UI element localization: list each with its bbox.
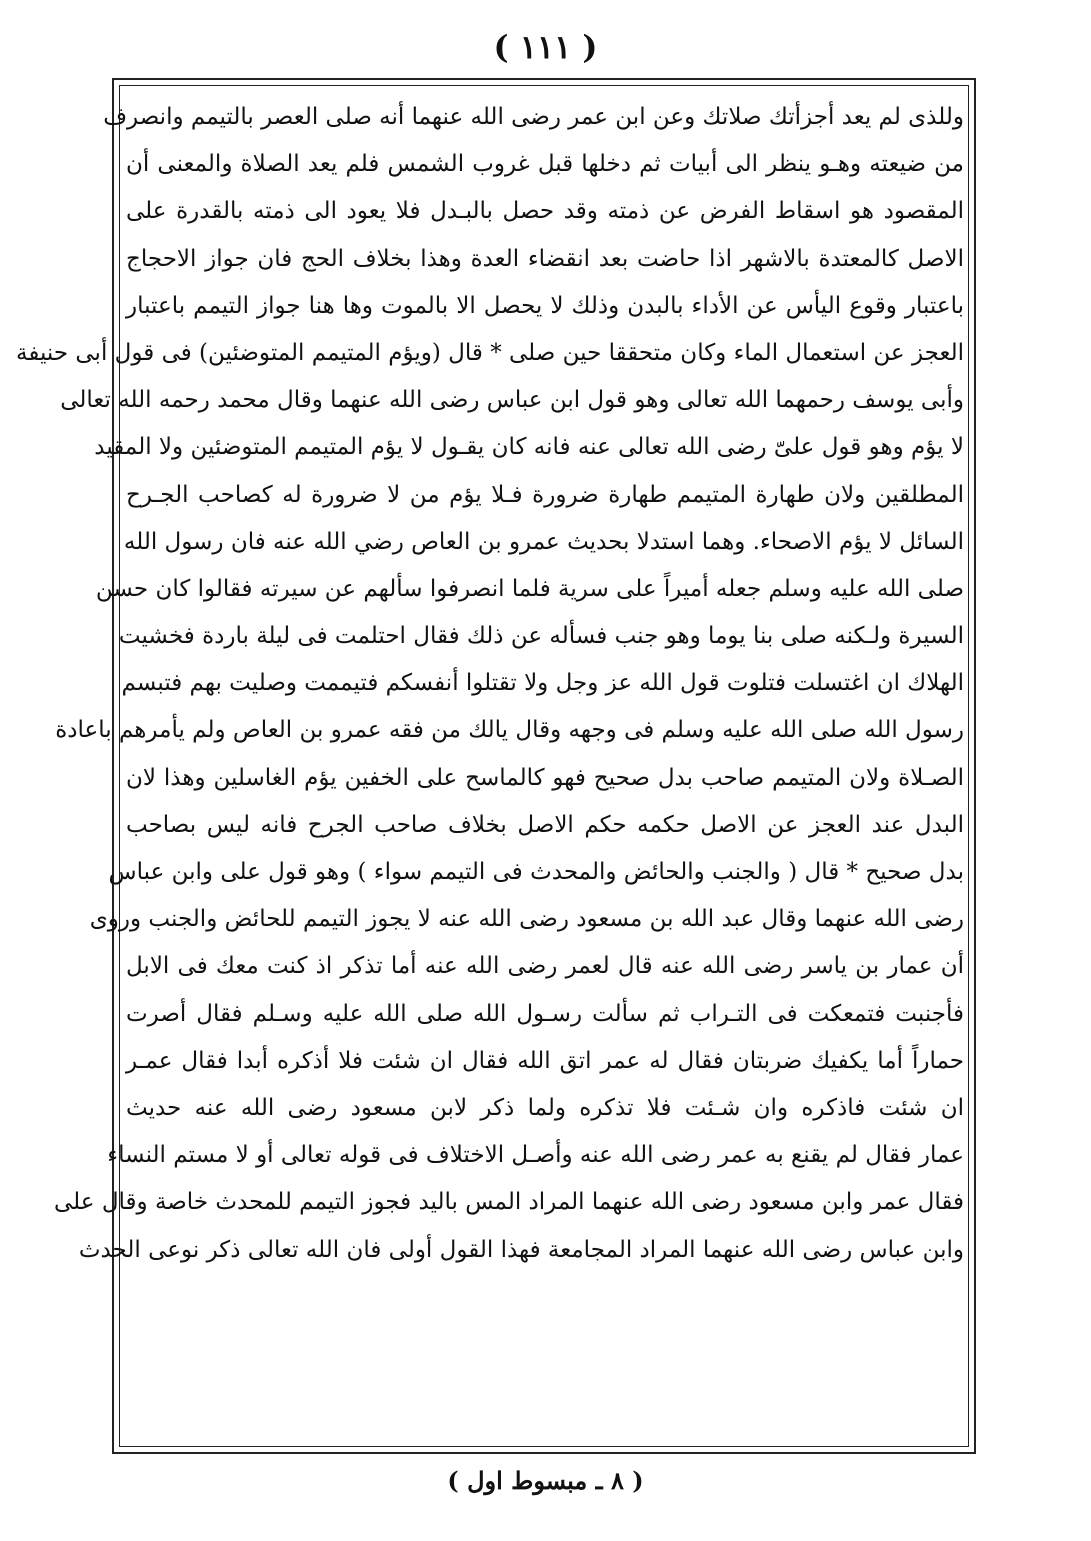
footer-signature: ( ٨ ـ مبسوط اول ) (447, 1466, 644, 1495)
text-line: بدل صحيح * قال ( والجنب والحائض والمحدث فى التيمم سواء ) وهو قول على وابن عباس (108, 859, 964, 885)
text-line: البدل عند العجز عن الاصل حكمه حكم الاصل بخلاف صاحب الجرح فانه ليس بصاحب (126, 811, 964, 838)
text-line: حماراً أما يكفيك ضربتان فقال له عمر اتق الله فقال ان شئت فلا أذكره أبدا فقال عمـر (126, 1047, 964, 1074)
text-line: من ضيعته وهـو ينظر الى أبيات ثم دخلها قبل غروب الشمس فلم يعد الصلاة والمعنى أن (126, 151, 964, 178)
text-line: رضى الله عنهما وقال عبد الله بن مسعود رضى الله عنه لا يجوز التيمم للحائض والجنب وروى (89, 906, 964, 933)
text-line: صلى الله عليه وسلم جعله أميراً على سرية فلما انصرفوا سألهم عن سيرته فقالوا كان حسن (95, 575, 964, 602)
text-line: الاصل كالمعتدة بالاشهر اذا حاضت بعد انقضاء العدة وهذا بخلاف الحج فان جواز الاحجاج (126, 245, 964, 272)
text-line: أن عمار بن ياسر رضى الله عنه قال لعمر رضى الله عنه أما تذكر اذ كنت معك فى الابل (126, 953, 964, 980)
text-line: وللذى لم يعد أجزأتك صلاتك وعن ابن عمر رضى الله عنهما أنه صلى العصر بالتيمم وانصرف (103, 104, 964, 130)
text-line: وابن عباس رضى الله عنهما المراد المجامعة فهذا القول أولى فان الله تعالى ذكر نوعى الحدث (78, 1236, 964, 1263)
page-number: ( ١١١ ) (493, 28, 598, 66)
text-line: السائل لا يؤم الاصحاء. وهما استدلا بحديث عمرو بن العاص رضي الله عنه فان رسول الله (123, 528, 964, 555)
text-line: رسول الله صلى الله عليه وسلم فى وجهه وقال يالك من فقه عمرو بن العاص ولم يأمرهم باعادة (55, 717, 964, 744)
text-line: عمار فقال لم يقنع به عمر رضى الله عنه وأصـل الاختلاف فى قوله تعالى أو لا مستم النساء (107, 1142, 964, 1169)
text-line: فقال عمر وابن مسعود رضى الله عنهما المراد المس باليد فجوز التيمم للمحدث خاصة وقال على (54, 1189, 964, 1216)
text-line: السيرة ولـكنه صلى بنا يوما وهو جنب فسأله عن ذلك فقال احتلمت فى ليلة باردة فخشيت (118, 623, 964, 650)
text-line: المطلقين ولان طهارة المتيمم طهارة ضرورة فـلا يؤم من لا ضرورة له كصاحب الجـرح (126, 481, 964, 508)
body-text (16, 94, 964, 1444)
text-line: ان شئت فاذكره وان شـئت فلا تذكره ولما ذكر لابن مسعود رضى الله عنه حديث (126, 1094, 964, 1121)
text-line: باعتبار وقوع اليأس عن الأداء بالبدن وذلك لا يحصل الا بالموت وها هنا جواز التيمم باعتبار (126, 292, 964, 319)
text-line: العجز عن استعمال الماء وكان متحققا حين صلى * قال (ويؤم المتيمم المتوضئين) فى قول أبى حنيفة (16, 339, 964, 366)
text-line: فأجنبت فتمعكت فى التـراب ثم سألت رسـول الله صلى الله عليه وسـلم فقال أصرت (126, 1000, 964, 1027)
text-line: الصـلاة ولان المتيمم صاحب بدل صحيح فهو كالماسح على الخفين يؤم الغاسلين وهذا لان (126, 764, 964, 791)
text-line: الهلاك ان اغتسلت فتلوت قول الله عز وجل ولا تقتلوا أنفسكم فتيممت وصليت بهم فتبسم (121, 670, 964, 697)
text-line: المقصود هو اسقاط الفرض عن ذمته وقد حصل بالبـدل فلا يعود الى ذمته بالقدرة على (126, 198, 964, 225)
text-line: وأبى يوسف رحمهما الله تعالى وهو قول ابن عباس رضى الله عنهما وقال محمد رحمه الله تعالى (60, 387, 964, 414)
text-line: لا يؤم وهو قول علىّ رضى الله تعالى عنه فانه كان يقـول لا يؤم المتيمم المتوضئين ولا المقيد (94, 434, 964, 461)
